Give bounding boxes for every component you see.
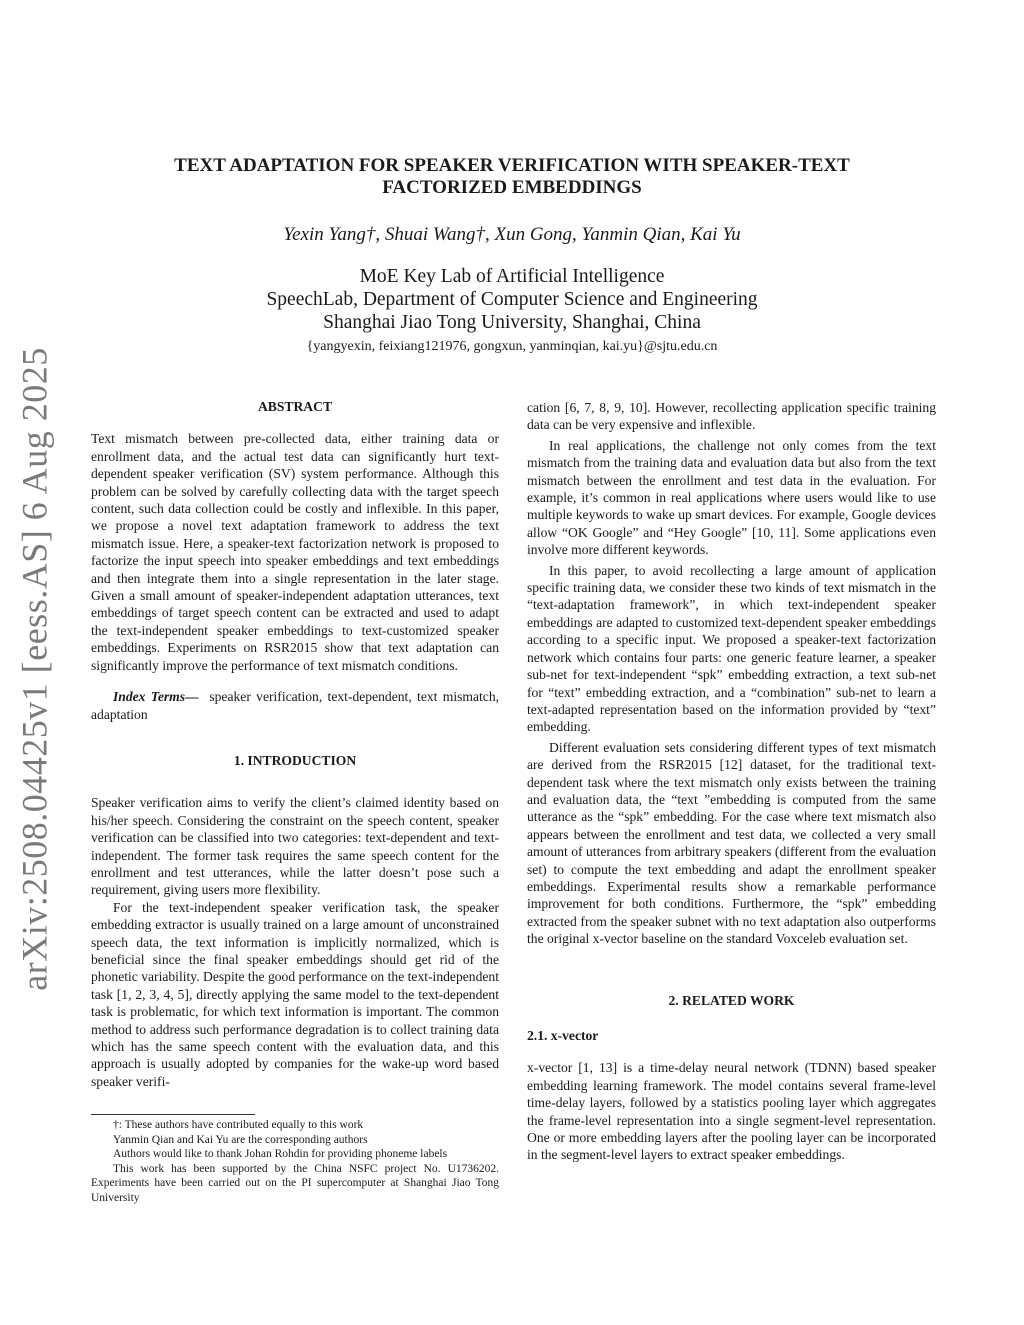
paper-title xyxy=(120,155,904,199)
intro-paragraph-1: Speaker verification aims to verify the client’s claimed identity based on his/her speech. Considering the constraint on the speech content, speaker verification can be classified into two categories: text-dependent and text-independent. The former task requires the same speech content for the enrollment and test utterances, while the latter doesn’t pose such a requirement, giving users more flexibility. xyxy=(91,795,499,898)
title-line-1: TEXT ADAPTATION FOR SPEAKER VERIFICATION WITH SPEAKER-TEXT xyxy=(174,155,850,176)
footnote-funding: This work has been supported by the China NSFC project No. U1736202. Experiments have been carried out on the PI supercomputer at Shanghai Jiao Tong University xyxy=(91,1162,499,1204)
index-terms-text: speaker verification, text-dependent, text mismatch, adaptation xyxy=(91,689,500,722)
related-work-heading: 2. RELATED WORK xyxy=(668,992,795,1008)
xvector-paragraph: x-vector [1, 13] is a time-delay neural network (TDNN) based speaker embedding learning framework. The model contains several frame-level time-delay layers, followed by a statistics pooling layer which aggregates the frame-level representation into a single segment-level representation. One or more embedding layers after the pooling layer can be incorporated in the segment-level layers to extract speaker embeddings. xyxy=(527,1060,936,1163)
intro-paragraph-3: In real applications, the challenge not only comes from the text mismatch from the training data and evaluation data but also from the text mismatch between the enrollment and test data in the evaluation. For example, it’s common in real applications where users would like to use multiple keywords to wake up smart devices. For example, Google devices allow “OK Google” and “Hey Google” [10, 11]. Some applications even involve more different keywords. xyxy=(527,437,936,558)
xvector-subheading: 2.1. x-vector xyxy=(527,1028,599,1043)
title-line-2: FACTORIZED EMBEDDINGS xyxy=(382,177,642,198)
index-terms-label: Index Terms— xyxy=(113,689,199,705)
affiliation-block xyxy=(120,265,904,334)
abstract-text: Text mismatch between pre-collected data, either training data or enrollment data, and the actual test data can significantly hurt text-dependent speaker verification (SV) system performance. Although this problem can be solved by carefully collecting data with the target speech content, such data collection could be costly and inflexible. In this paper, we propose a novel text adaptation framework to address the text mismatch issue. Here, a speaker-text factorization network is proposed to factorize the input speech into speaker embeddings and text embeddings and then integrate them into a single representation in the later stage. Given a small amount of speaker-independent adaptation utterances, text embeddings of target speech content can be extracted and used to adapt the text-independent speaker embeddings to text-customized speaker embeddings. Experiments on RSR2015 show that text adaptation can significantly improve the performance of text mismatch conditions. xyxy=(91,431,499,673)
intro-paragraph-2: For the text-independent speaker verification task, the speaker embedding extractor is usually trained on a large amount of unconstrained speech data, the text information is implicitly normalized, which is beneficial since the final speaker embeddings should get rid of the phonetic variability. Despite the good performance on the text-independent task [1, 2, 3, 4, 5], directly applying the same model to the text-dependent task is problematic, for which text information is important. The common method to address such performance degradation is to collect training data which has the same speech content with the evaluation data, and this approach is usually adopted by companies for the wake-up word based speaker verifi- xyxy=(91,899,499,1089)
introduction-heading: 1. INTRODUCTION xyxy=(233,752,357,768)
left-column xyxy=(91,398,499,1090)
abstract-heading: ABSTRACT xyxy=(257,399,333,414)
author-emails: {yangyexin, feixiang121976, gongxun, yanminqian, kai.yu}@sjtu.edu.cn xyxy=(306,339,718,354)
intro-paragraph-5: Different evaluation sets considering different types of text mismatch are derived from the RSR2015 [12] dataset, for the traditional text-dependent task where the text mismatch only exists between the training and evaluation data, the “text ”embedding is computed from the same utterance as the “spk” embedding. For the case where text mismatch also appears between the enrollment and test data, we collected a very small amount of utterances from arbitrary speakers (different from the evaluation set) to compute the text embedding and adapt the enrollment speaker embeddings. Experimental results show a remarkable performance improvement for both conditions. Furthermore, the “spk” embedding extracted from the speaker subnet with no text adaptation also outperforms the original x-vector baseline on the standard Voxceleb evaluation set. xyxy=(527,739,936,947)
index-terms xyxy=(91,688,499,723)
arxiv-sidebar-stamp xyxy=(10,347,60,991)
author-list: Yexin Yang†, Shuai Wang†, Xun Gong, Yanmin Qian, Kai Yu xyxy=(283,224,741,245)
footnote-acknowledgement: Authors would like to thank Johan Rohdin for providing phoneme labels xyxy=(113,1148,448,1160)
intro-paragraph-4: In this paper, to avoid recollecting a large amount of application specific training data, we consider these two kinds of text mismatch in the “text-adaptation framework”, in which text-independent speaker embeddings are adapted to customized text-dependent speaker embeddings according to a specific input. We proposed a speaker-text factorization network which contains four parts: one generic feature learner, a speaker sub-net for text-independent “spk” embedding extraction, a text sub-net for “text” embedding extraction, and a “combination” sub-net to learn a text-adapted representation based on the information provided by “text” embedding. xyxy=(527,562,936,735)
footnote-rule xyxy=(91,1114,255,1115)
affiliation-line-3: Shanghai Jiao Tong University, Shanghai, China xyxy=(323,312,701,333)
footnote-corresponding: Yanmin Qian and Kai Yu are the corresponding authors xyxy=(113,1133,368,1146)
right-column xyxy=(527,399,936,1164)
intro-paragraph-2-continued: cation [6, 7, 8, 9, 10]. However, recollecting application specific training data can be very expensive and inflexible. xyxy=(527,400,936,433)
footnote-equal-contribution: †: These authors have contributed equally to this work xyxy=(113,1119,364,1131)
affiliation-line-1: MoE Key Lab of Artificial Intelligence xyxy=(359,266,665,287)
arxiv-identifier: arXiv:2508.04425v1 [eess.AS] 6 Aug 2025 xyxy=(15,347,56,991)
footnotes xyxy=(91,1118,499,1205)
affiliation-line-2: SpeechLab, Department of Computer Science and Engineering xyxy=(266,289,758,310)
